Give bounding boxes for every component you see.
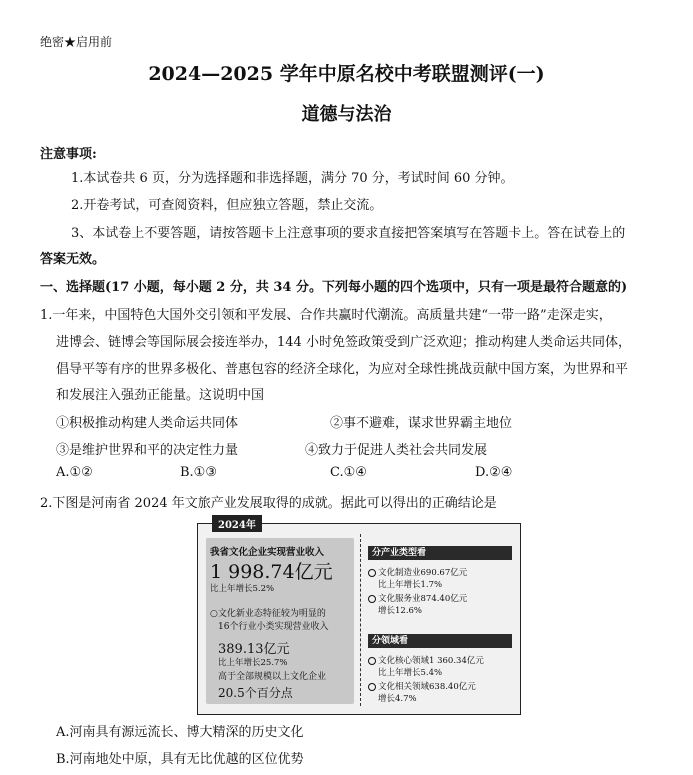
fig-band-industry: 分产业类型看 xyxy=(368,546,512,560)
q1-line-1: 1.一年来，中国特色大国外交引领和平发展、合作共赢时代潮流。高质量共建“一带一路”走深走实， xyxy=(40,308,612,323)
q2-stem: 2.下图是河南省 2024 年文旅产业发展取得的成就。据此可以得出的正确结论是 xyxy=(40,496,497,511)
fig-newform-label-2: 16个行业小类实现营业收入 xyxy=(218,622,329,632)
fig-revenue-value: 1 998.74亿元 xyxy=(210,561,333,583)
notice-item-3-cont: 答案无效。 xyxy=(40,252,106,267)
fig-services-growth: 增长12.6% xyxy=(378,606,423,616)
subject-title: 道德与法治 xyxy=(301,104,392,125)
q1-statement-3: ③是维护世界和平的决定性力量 xyxy=(56,443,239,458)
fig-manufacturing-growth: 比上年增长1.7% xyxy=(378,580,443,590)
bullet-icon xyxy=(368,657,376,665)
q1-line-4: 和发展注入强劲正能量。这说明中国 xyxy=(56,388,265,403)
q1-statement-1: ①积极推动构建人类命运共同体 xyxy=(56,416,239,431)
fig-newform-growth: 比上年增长25.7% xyxy=(218,658,288,668)
fig-related-growth: 增长4.7% xyxy=(378,694,417,704)
q1-line-3: 倡导平等有序的世界多极化、普惠包容的经济全球化，为应对全球性挑战贡献中国方案，为世界和平 xyxy=(56,362,629,377)
fig-newform-compare: 高于全部规模以上文化企业 xyxy=(218,672,327,682)
fig-newform-value: 389.13亿元 xyxy=(218,642,290,657)
q1-option-d: D.②④ xyxy=(475,465,513,480)
fig-core-text: 文化核心领域1 360.34亿元 xyxy=(378,656,484,666)
culture-tourism-figure xyxy=(197,520,521,715)
fig-core xyxy=(368,654,484,666)
fig-revenue-growth: 比上年增长5.2% xyxy=(210,584,275,594)
q2-option-a: A.河南具有源远流长、博大精深的历史文化 xyxy=(56,725,304,740)
figure-left-panel xyxy=(206,538,354,704)
q1-statement-2: ②事不避难，谋求世界霸主地位 xyxy=(330,416,513,431)
figure-right-panel xyxy=(368,536,514,706)
bullet-icon xyxy=(368,683,376,691)
fig-services xyxy=(368,592,467,604)
q1-option-c: C.①④ xyxy=(330,465,367,480)
fig-revenue-label: 我省文化企业实现营业收入 xyxy=(210,547,325,558)
figure-divider xyxy=(360,534,362,706)
q2-option-b: B.河南地处中原，具有无比优越的区位优势 xyxy=(56,752,304,767)
q1-statement-4: ④致力于促进人类社会共同发展 xyxy=(305,443,488,458)
fig-related-text: 文化相关领域638.40亿元 xyxy=(378,682,476,692)
bullet-icon xyxy=(368,569,376,577)
exam-title: 2024—2025 学年中原名校中考联盟测评(一) xyxy=(148,63,545,85)
fig-services-text: 文化服务业874.40亿元 xyxy=(378,594,468,604)
notice-item-3: 3、本试卷上不要答题，请按答题卡上注意事项的要求直接把答案填写在答题卡上。答在试卷上的 xyxy=(71,226,626,241)
fig-manufacturing xyxy=(368,566,467,578)
notice-heading: 注意事项: xyxy=(40,147,97,162)
fig-newform-label-1: ○文化新业态特征较为明显的 xyxy=(210,609,326,619)
q1-option-a: A.①② xyxy=(56,465,93,480)
q1-option-b: B.①③ xyxy=(180,465,217,480)
notice-item-1: 1.本试卷共 6 页，分为选择题和非选择题，满分 70 分，考试时间 60 分钟。 xyxy=(71,171,514,186)
secret-label: 绝密★启用前 xyxy=(40,35,113,49)
q1-line-2: 进博会、链博会等国际展会接连举办，144 小时免签政策受到广泛欢迎；推动构建人类命运共同体， xyxy=(56,335,631,350)
figure-year-tag: 2024年 xyxy=(212,515,262,532)
fig-core-growth: 比上年增长5.4% xyxy=(378,668,443,678)
notice-item-2: 2.开卷考试，可查阅资料，但应独立答题，禁止交流。 xyxy=(71,198,383,213)
bullet-icon xyxy=(368,595,376,603)
fig-newform-points: 20.5个百分点 xyxy=(218,686,293,700)
fig-band-domain: 分领域看 xyxy=(368,634,512,648)
fig-related xyxy=(368,680,476,692)
section-heading: 一、选择题(17 小题，每小题 2 分，共 34 分。下列每小题的四个选项中，只有一项是最符合题意的) xyxy=(40,280,628,295)
fig-manufacturing-text: 文化制造业690.67亿元 xyxy=(378,568,468,578)
